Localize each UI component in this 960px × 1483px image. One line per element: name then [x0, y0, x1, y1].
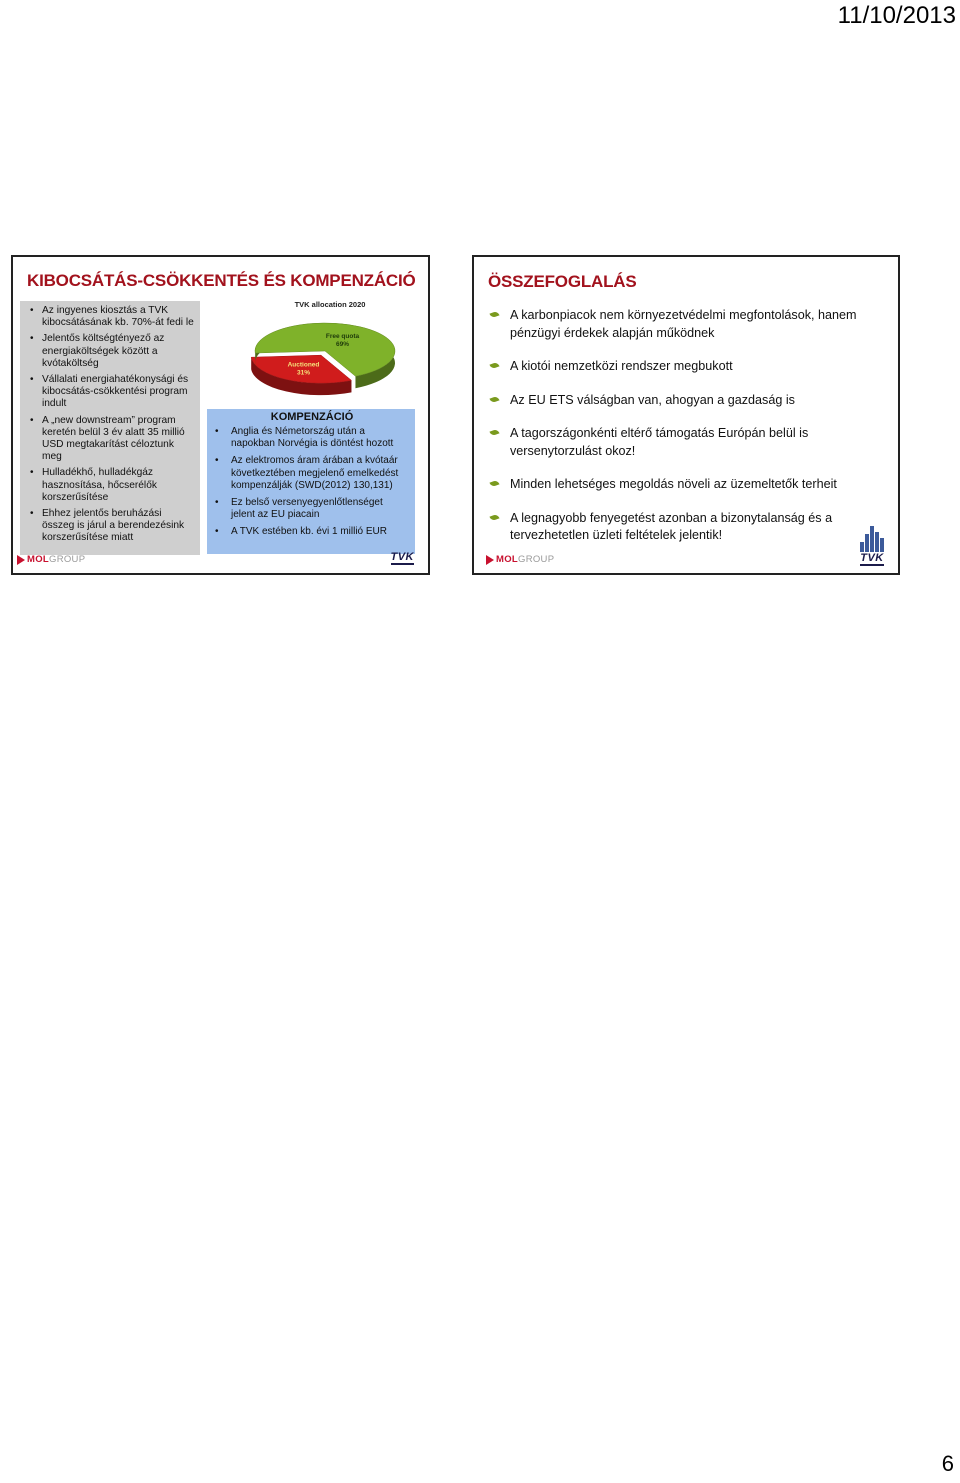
mol-group-logo — [486, 554, 554, 565]
pie-label-value: 69% — [335, 340, 350, 348]
list-item: • Ez belső versenyegyenlőtlenséget jelent az EU piacain — [215, 497, 409, 521]
leaf-bullet-icon — [489, 480, 499, 488]
slide-emission-reduction — [11, 255, 430, 575]
list-item-text: A legnagyobb fenyegetést azonban a bizonytalanság és a tervezhetetlen üzleti feltételek jelentik! — [510, 510, 833, 542]
pie-label-category: Auctioned — [287, 361, 320, 369]
compensation-title: KOMPENZÁCIÓ — [270, 411, 354, 423]
measures-panel — [20, 301, 200, 555]
slide-title: KIBOCSÁTÁS-CSÖKKENTÉS ÉS KOMPENZÁCIÓ — [27, 271, 416, 290]
pie-label-value: 31% — [296, 369, 311, 377]
list-item: • Hulladékhő, hulladékgáz hasznosítása, hőcserélők korszerűsítése — [30, 467, 196, 504]
pie-chart — [235, 311, 425, 411]
leaf-bullet-icon — [489, 395, 499, 403]
list-item-text: A karbonpiacok nem környezetvédelmi megfontolások, hanem pénzügyi érdekek alapján működnek — [510, 308, 857, 340]
list-item: • Ehhez jelentős beruházási összeg is járul a berendezésink korszerűsítése miatt — [30, 508, 196, 545]
tvk-logo — [391, 552, 415, 565]
tvk-buildings-icon — [860, 526, 884, 552]
page-date: 11/10/2013 — [837, 2, 956, 29]
list-item: • A TVK estében kb. évi 1 millió EUR — [215, 526, 409, 538]
list-item — [488, 476, 883, 494]
pie-label-category: Free quota — [325, 332, 360, 340]
slide-title: ÖSSZEFOGLALÁS — [488, 272, 637, 291]
leaf-bullet-icon — [489, 513, 499, 521]
slide-summary — [472, 255, 900, 575]
logo-group-text: GROUP — [518, 554, 555, 565]
summary-list — [488, 307, 883, 561]
list-item-text: Minden lehetséges megoldás növeli az üzemeltetők terheit — [510, 477, 837, 491]
list-item — [488, 510, 883, 545]
list-item — [488, 307, 883, 342]
measures-list — [30, 305, 196, 545]
chart-title: TVK allocation 2020 — [294, 300, 366, 309]
list-item-text: Az EU ETS válságban van, ahogyan a gazdaság is — [510, 392, 795, 407]
list-item: • Anglia és Németország után a napokban Norvégia is döntést hozott — [215, 426, 409, 450]
tvk-logo — [860, 526, 884, 566]
logo-mol-text: MOL — [27, 554, 50, 565]
mol-arrow-icon — [486, 555, 494, 565]
list-item: • Vállalati energiahatékonysági és kibocsátás-csökkentési program indult — [30, 374, 196, 411]
list-item — [488, 358, 883, 376]
list-item — [488, 425, 883, 460]
list-item: • A „new downstream” program keretén belül 3 év alatt 35 millió USD megtakarítást céloztunk meg — [30, 415, 196, 464]
mol-arrow-icon — [17, 555, 25, 565]
tvk-logo-text: TVK — [860, 552, 884, 564]
leaf-bullet-icon — [489, 362, 499, 370]
page-number: 6 — [941, 1451, 954, 1476]
allocation-chart — [235, 297, 425, 412]
list-item-text: A tagországonkénti eltérő támogatás Európán belül is versenytorzulást okoz! — [510, 426, 809, 458]
list-item-text: A kiotói nemzetközi rendszer megbukott — [510, 359, 733, 373]
list-item: • Jelentős költségtényező az energiaköltségek között a kvótaköltség — [30, 333, 196, 370]
logo-group-text: GROUP — [49, 554, 86, 565]
tvk-logo-text: TVK — [390, 551, 414, 563]
list-item — [488, 392, 883, 410]
mol-group-logo — [17, 554, 85, 565]
list-item: • Az elektromos áram árában a kvótaár következtében megjelenő emelkedést kompenzálják (SWD(2012) 130,131) — [215, 455, 409, 492]
compensation-list — [215, 426, 409, 539]
logo-mol-text: MOL — [496, 554, 519, 565]
leaf-bullet-icon — [489, 429, 499, 437]
list-item: • Az ingyenes kiosztás a TVK kibocsátásának kb. 70%-át fedi le — [30, 305, 196, 329]
leaf-bullet-icon — [489, 311, 499, 319]
compensation-box — [207, 409, 415, 554]
